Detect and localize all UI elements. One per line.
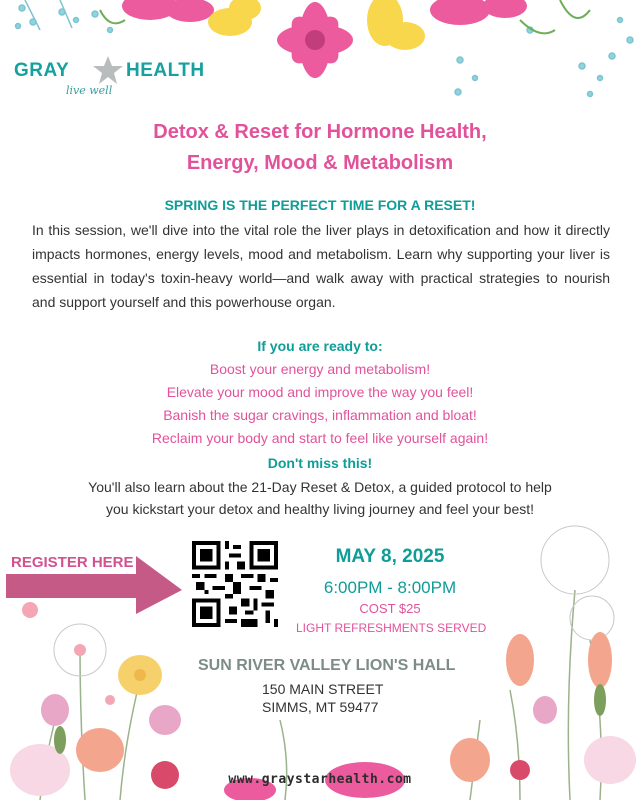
venue-street: 150 MAIN STREET	[262, 681, 384, 697]
logo-name-left: GRAY	[14, 60, 70, 81]
reset-text-line-1: You'll also learn about the 21-Day Reset & Detox, a guided protocol to help	[88, 479, 552, 495]
event-title-line-2: Energy, Mood & Metabolism	[186, 152, 454, 174]
event-title-line-1: Detox & Reset for Hormone Health,	[153, 121, 487, 143]
logo-tagline: live well	[66, 84, 113, 97]
ready-item: Banish the sugar cravings, inflammation and bloat!	[163, 407, 477, 423]
ready-item: Boost your energy and metabolism!	[209, 361, 431, 377]
register-label[interactable]: REGISTER HERE	[11, 554, 134, 571]
star-icon	[92, 54, 124, 86]
venue-name: SUN RIVER VALLEY LION'S HALL	[198, 657, 456, 674]
ready-item: Elevate your mood and improve the way you feel!	[166, 384, 474, 400]
ready-item: Reclaim your body and start to feel like yourself again!	[151, 430, 489, 446]
spring-heading: SPRING IS THE PERFECT TIME FOR A RESET!	[164, 197, 476, 213]
registration-qr-code[interactable]	[192, 541, 278, 627]
website-link[interactable]: www.graystarhealth.com	[228, 772, 412, 787]
venue-city: SIMMS, MT 59477	[262, 699, 379, 715]
dont-miss-heading: Don't miss this!	[267, 455, 373, 471]
ready-heading: If you are ready to:	[257, 338, 383, 354]
event-time: 6:00PM - 8:00PM	[323, 578, 457, 597]
intro-paragraph: In this session, we'll dive into the vital role the liver plays in detoxification and how it directly impacts hormones, energy levels, mood and metabolism. Learn why supporting your liver is essential in today's toxin-heavy world—and walk away with practical strategies to nourish and support yourself and this powerhouse organ.	[32, 222, 610, 310]
event-cost: COST $25	[359, 601, 421, 616]
reset-text-line-2: you kickstart your detox and healthy living journey and feel your best!	[105, 501, 535, 517]
logo-name-right: HEALTH	[126, 60, 205, 81]
bottom-floral-decoration	[0, 500, 640, 800]
event-date: MAY 8, 2025	[335, 546, 445, 567]
gray-star-health-logo	[14, 60, 204, 104]
event-refreshments: LIGHT REFRESHMENTS SERVED	[296, 621, 487, 635]
